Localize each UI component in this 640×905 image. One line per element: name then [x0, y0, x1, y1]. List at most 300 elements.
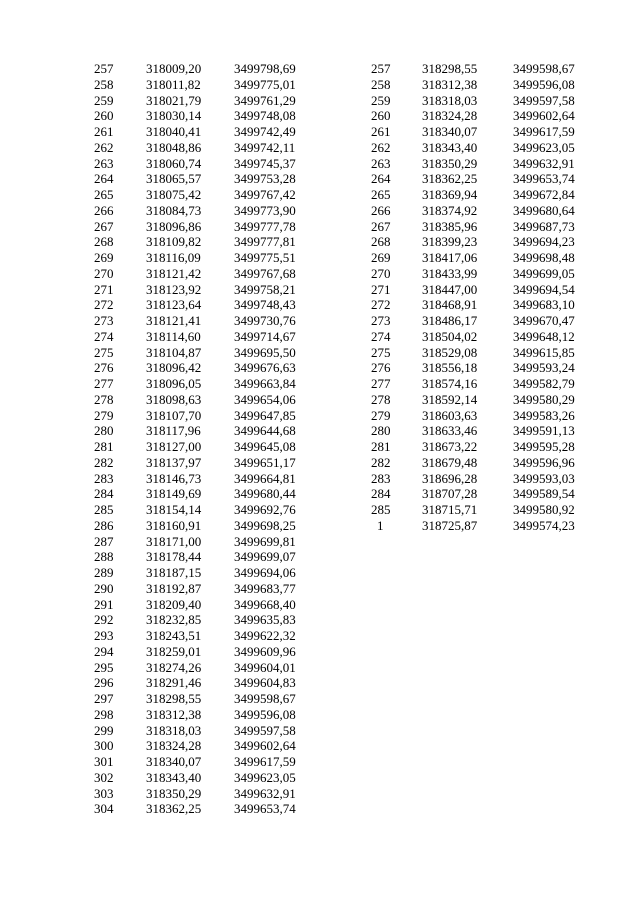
y-coordinate: 3499623,05 [234, 769, 296, 785]
table-row [94, 612, 324, 628]
point-number: 289 [94, 565, 114, 580]
point-number: 261 [94, 124, 114, 139]
x-coordinate: 318340,07 [422, 124, 478, 139]
y-coordinate: 3499742,11 [234, 139, 296, 155]
x-coordinate: 318673,22 [422, 439, 478, 454]
point-number: 281 [371, 439, 391, 454]
point-number: 277 [371, 376, 391, 391]
table-row [94, 187, 324, 203]
y-coordinate: 3499748,43 [234, 297, 296, 313]
x-coordinate: 318715,71 [422, 502, 478, 517]
table-row [371, 108, 603, 124]
table-row [94, 282, 324, 298]
x-coordinate: 318556,18 [422, 360, 478, 376]
x-coordinate: 318298,55 [422, 61, 478, 76]
table-row [94, 707, 324, 723]
table-row [371, 408, 603, 424]
x-coordinate: 318312,38 [146, 706, 202, 722]
point-number: 290 [94, 580, 114, 596]
point-number: 258 [94, 76, 114, 92]
point-number: 267 [94, 218, 114, 234]
table-row [94, 502, 324, 518]
y-coordinate: 3499596,96 [513, 454, 575, 470]
table-row [94, 171, 324, 187]
x-coordinate: 318696,28 [422, 470, 478, 486]
y-coordinate: 3499767,42 [234, 187, 296, 202]
y-coordinate: 3499730,76 [234, 313, 296, 328]
y-coordinate: 3499698,48 [513, 250, 575, 265]
x-coordinate: 318192,87 [146, 580, 202, 596]
table-row [94, 471, 324, 487]
point-number: 296 [94, 675, 114, 691]
table-row [94, 723, 324, 739]
point-number: 302 [94, 769, 114, 785]
y-coordinate: 3499583,26 [513, 407, 575, 423]
x-coordinate: 318075,42 [146, 187, 202, 202]
coordinates-table-left [94, 61, 324, 817]
x-coordinate: 318679,48 [422, 454, 478, 470]
point-number: 257 [371, 61, 391, 76]
x-coordinate: 318232,85 [146, 612, 202, 628]
y-coordinate: 3499591,13 [513, 423, 575, 439]
x-coordinate: 318065,57 [146, 171, 202, 187]
table-row [94, 439, 324, 455]
y-coordinate: 3499623,05 [513, 139, 575, 155]
y-coordinate: 3499761,29 [234, 92, 296, 108]
table-row [94, 534, 324, 550]
x-coordinate: 318243,51 [146, 628, 202, 643]
y-coordinate: 3499617,59 [234, 754, 296, 769]
y-coordinate: 3499582,79 [513, 376, 575, 391]
x-coordinate: 318154,14 [146, 502, 202, 517]
y-coordinate: 3499645,08 [234, 439, 296, 454]
point-number: 275 [94, 344, 114, 360]
point-number: 278 [371, 391, 391, 407]
y-coordinate: 3499604,01 [234, 659, 296, 675]
x-coordinate: 318274,26 [146, 659, 202, 675]
point-number: 259 [94, 92, 114, 108]
point-number: 292 [94, 612, 114, 628]
table-row [371, 297, 603, 313]
point-number: 1 [377, 517, 384, 533]
x-coordinate: 318486,17 [422, 313, 478, 328]
table-row [94, 345, 324, 361]
x-coordinate: 318160,91 [146, 517, 202, 533]
x-coordinate: 318117,96 [146, 423, 201, 439]
y-coordinate: 3499698,25 [234, 517, 296, 533]
table-row [94, 250, 324, 266]
table-row [371, 266, 603, 282]
x-coordinate: 318098,63 [146, 391, 202, 407]
table-row [94, 644, 324, 660]
table-row [371, 219, 603, 235]
table-row [94, 801, 324, 817]
point-number: 268 [94, 234, 114, 250]
y-coordinate: 3499589,54 [513, 486, 575, 502]
y-coordinate: 3499604,83 [234, 675, 296, 691]
point-number: 272 [94, 297, 114, 313]
y-coordinate: 3499648,12 [513, 328, 575, 344]
x-coordinate: 318146,73 [146, 470, 202, 486]
x-coordinate: 318340,07 [146, 754, 202, 769]
point-number: 266 [94, 202, 114, 218]
table-row [94, 297, 324, 313]
table-row [371, 282, 603, 298]
point-number: 299 [94, 722, 114, 738]
y-coordinate: 3499653,74 [513, 171, 575, 187]
x-coordinate: 318030,14 [146, 108, 202, 124]
y-coordinate: 3499598,67 [513, 61, 575, 76]
x-coordinate: 318324,28 [422, 108, 478, 124]
coordinates-table-right [371, 61, 603, 534]
x-coordinate: 318312,38 [422, 76, 478, 92]
point-number: 303 [94, 785, 114, 801]
y-coordinate: 3499668,40 [234, 596, 296, 612]
x-coordinate: 318107,70 [146, 407, 202, 423]
table-row [371, 423, 603, 439]
table-row [371, 140, 603, 156]
y-coordinate: 3499632,91 [513, 155, 575, 171]
x-coordinate: 318504,02 [422, 328, 478, 344]
point-number: 263 [94, 155, 114, 171]
x-coordinate: 318725,87 [422, 517, 478, 533]
table-row [371, 171, 603, 187]
point-number: 283 [371, 470, 391, 486]
x-coordinate: 318374,92 [422, 202, 478, 218]
x-coordinate: 318350,29 [146, 785, 202, 801]
table-row [94, 156, 324, 172]
point-number: 284 [371, 486, 391, 502]
y-coordinate: 3499680,44 [234, 486, 296, 502]
table-row [371, 392, 603, 408]
table-row [94, 108, 324, 124]
point-number: 258 [371, 76, 391, 92]
point-number: 271 [94, 281, 114, 297]
point-number: 260 [371, 108, 391, 124]
point-number: 286 [94, 517, 114, 533]
point-number: 301 [94, 754, 114, 769]
table-row [371, 345, 603, 361]
y-coordinate: 3499694,54 [513, 281, 575, 297]
point-number: 291 [94, 596, 114, 612]
x-coordinate: 318318,03 [146, 722, 202, 738]
table-row [94, 93, 324, 109]
x-coordinate: 318350,29 [422, 155, 478, 171]
x-coordinate: 318433,99 [422, 265, 478, 281]
y-coordinate: 3499615,85 [513, 344, 575, 360]
x-coordinate: 318259,01 [146, 643, 202, 659]
point-number: 276 [94, 360, 114, 376]
table-row [371, 455, 603, 471]
point-number: 293 [94, 628, 114, 643]
y-coordinate: 3499695,50 [234, 344, 296, 360]
point-number: 267 [371, 218, 391, 234]
table-row [371, 518, 603, 534]
table-row [94, 691, 324, 707]
y-coordinate: 3499683,10 [513, 297, 575, 313]
y-coordinate: 3499672,84 [513, 187, 575, 202]
point-number: 284 [94, 486, 114, 502]
y-coordinate: 3499609,96 [234, 643, 296, 659]
point-number: 280 [371, 423, 391, 439]
x-coordinate: 318040,41 [146, 124, 202, 139]
table-row [94, 675, 324, 691]
x-coordinate: 318529,08 [422, 344, 478, 360]
x-coordinate: 318343,40 [422, 139, 478, 155]
x-coordinate: 318121,42 [146, 265, 202, 281]
y-coordinate: 3499694,06 [234, 565, 296, 580]
point-number: 265 [94, 187, 114, 202]
point-number: 282 [371, 454, 391, 470]
table-row [94, 486, 324, 502]
y-coordinate: 3499699,81 [234, 533, 296, 549]
x-coordinate: 318149,69 [146, 486, 202, 502]
point-number: 268 [371, 234, 391, 250]
point-number: 276 [371, 360, 391, 376]
y-coordinate: 3499596,08 [234, 706, 296, 722]
table-row [94, 124, 324, 140]
point-number: 300 [94, 738, 114, 754]
y-coordinate: 3499775,01 [234, 76, 296, 92]
table-row [371, 93, 603, 109]
point-number: 272 [371, 297, 391, 313]
table-row [371, 486, 603, 502]
table-row [371, 203, 603, 219]
x-coordinate: 318343,40 [146, 769, 202, 785]
table-row [94, 597, 324, 613]
x-coordinate: 318324,28 [146, 738, 202, 754]
table-body-right [371, 61, 603, 534]
point-number: 263 [371, 155, 391, 171]
table-row [94, 140, 324, 156]
y-coordinate: 3499670,47 [513, 313, 575, 328]
point-number: 273 [94, 313, 114, 328]
x-coordinate: 318009,20 [146, 61, 202, 76]
x-coordinate: 318116,09 [146, 250, 201, 265]
y-coordinate: 3499767,68 [234, 265, 296, 281]
x-coordinate: 318209,40 [146, 596, 202, 612]
x-coordinate: 318417,06 [422, 250, 478, 265]
table-row [94, 455, 324, 471]
x-coordinate: 318096,05 [146, 376, 202, 391]
point-number: 285 [94, 502, 114, 517]
y-coordinate: 3499597,58 [234, 722, 296, 738]
table-row [94, 313, 324, 329]
point-number: 260 [94, 108, 114, 124]
table-row [94, 423, 324, 439]
y-coordinate: 3499602,64 [513, 108, 575, 124]
y-coordinate: 3499632,91 [234, 785, 296, 801]
table-row [94, 392, 324, 408]
table-row [94, 266, 324, 282]
y-coordinate: 3499647,85 [234, 407, 296, 423]
point-number: 262 [94, 139, 114, 155]
table-row [94, 518, 324, 534]
x-coordinate: 318123,64 [146, 297, 202, 313]
x-coordinate: 318121,41 [146, 313, 202, 328]
x-coordinate: 318592,14 [422, 391, 478, 407]
x-coordinate: 318171,00 [146, 533, 202, 549]
y-coordinate: 3499758,21 [234, 281, 296, 297]
table-row [94, 628, 324, 644]
point-number: 281 [94, 439, 114, 454]
table-row [371, 250, 603, 266]
point-number: 262 [371, 139, 391, 155]
y-coordinate: 3499692,76 [234, 502, 296, 517]
table-row [94, 77, 324, 93]
point-number: 278 [94, 391, 114, 407]
table-row [371, 360, 603, 376]
y-coordinate: 3499654,06 [234, 391, 296, 407]
point-number: 269 [371, 250, 391, 265]
point-number: 274 [94, 328, 114, 344]
point-number: 261 [371, 124, 391, 139]
x-coordinate: 318114,60 [146, 328, 201, 344]
y-coordinate: 3499617,59 [513, 124, 575, 139]
table-row [371, 77, 603, 93]
y-coordinate: 3499598,67 [234, 691, 296, 706]
x-coordinate: 318298,55 [146, 691, 202, 706]
x-coordinate: 318707,28 [422, 486, 478, 502]
x-coordinate: 318123,92 [146, 281, 202, 297]
y-coordinate: 3499580,92 [513, 502, 575, 517]
table-row [371, 156, 603, 172]
x-coordinate: 318399,23 [422, 234, 478, 250]
table-row [94, 203, 324, 219]
x-coordinate: 318096,42 [146, 360, 202, 376]
point-number: 269 [94, 250, 114, 265]
table-row [94, 770, 324, 786]
point-number: 275 [371, 344, 391, 360]
x-coordinate: 318468,91 [422, 297, 478, 313]
point-number: 283 [94, 470, 114, 486]
x-coordinate: 318048,86 [146, 139, 202, 155]
point-number: 294 [94, 643, 114, 659]
x-coordinate: 318187,15 [146, 565, 202, 580]
y-coordinate: 3499687,73 [513, 218, 575, 234]
table-row [94, 754, 324, 770]
table-row [371, 329, 603, 345]
table-row [371, 124, 603, 140]
point-number: 295 [94, 659, 114, 675]
point-number: 304 [94, 801, 114, 817]
y-coordinate: 3499663,84 [234, 376, 296, 391]
point-number: 279 [94, 407, 114, 423]
table-row [94, 408, 324, 424]
y-coordinate: 3499664,81 [234, 470, 296, 486]
y-coordinate: 3499596,08 [513, 76, 575, 92]
y-coordinate: 3499676,63 [234, 360, 296, 376]
point-number: 259 [371, 92, 391, 108]
x-coordinate: 318603,63 [422, 407, 478, 423]
table-row [371, 376, 603, 392]
y-coordinate: 3499597,58 [513, 92, 575, 108]
table-row [94, 360, 324, 376]
point-number: 280 [94, 423, 114, 439]
x-coordinate: 318021,79 [146, 92, 202, 108]
y-coordinate: 3499680,64 [513, 202, 575, 218]
table-row [94, 376, 324, 392]
y-coordinate: 3499602,64 [234, 738, 296, 754]
y-coordinate: 3499748,08 [234, 108, 296, 124]
table-row [94, 61, 324, 77]
y-coordinate: 3499593,03 [513, 470, 575, 486]
point-number: 273 [371, 313, 391, 328]
x-coordinate: 318011,82 [146, 76, 201, 92]
point-number: 279 [371, 407, 391, 423]
table-row [371, 313, 603, 329]
y-coordinate: 3499694,23 [513, 234, 575, 250]
y-coordinate: 3499651,17 [234, 454, 296, 470]
x-coordinate: 318084,73 [146, 202, 202, 218]
point-number: 265 [371, 187, 391, 202]
y-coordinate: 3499699,05 [513, 265, 575, 281]
point-number: 257 [94, 61, 114, 76]
x-coordinate: 318137,97 [146, 454, 202, 470]
table-row [94, 565, 324, 581]
point-number: 285 [371, 502, 391, 517]
table-row [94, 786, 324, 802]
x-coordinate: 318109,82 [146, 234, 202, 250]
y-coordinate: 3499773,90 [234, 202, 296, 218]
table-row [371, 439, 603, 455]
y-coordinate: 3499653,74 [234, 801, 296, 817]
point-number: 264 [371, 171, 391, 187]
point-number: 288 [94, 549, 114, 565]
table-row [371, 471, 603, 487]
table-row [94, 219, 324, 235]
y-coordinate: 3499777,81 [234, 234, 296, 250]
point-number: 271 [371, 281, 391, 297]
x-coordinate: 318291,46 [146, 675, 202, 691]
y-coordinate: 3499574,23 [513, 517, 575, 533]
table-row [94, 581, 324, 597]
table-row [94, 549, 324, 565]
table-row [94, 234, 324, 250]
table-row [94, 660, 324, 676]
point-number: 277 [94, 376, 114, 391]
y-coordinate: 3499699,07 [234, 549, 296, 565]
point-number: 264 [94, 171, 114, 187]
y-coordinate: 3499622,32 [234, 628, 296, 643]
y-coordinate: 3499683,77 [234, 580, 296, 596]
x-coordinate: 318385,96 [422, 218, 478, 234]
point-number: 274 [371, 328, 391, 344]
table-row [94, 738, 324, 754]
table-row [371, 502, 603, 518]
y-coordinate: 3499580,29 [513, 391, 575, 407]
x-coordinate: 318060,74 [146, 155, 202, 171]
y-coordinate: 3499644,68 [234, 423, 296, 439]
y-coordinate: 3499714,67 [234, 328, 296, 344]
x-coordinate: 318127,00 [146, 439, 202, 454]
y-coordinate: 3499595,28 [513, 439, 575, 454]
y-coordinate: 3499753,28 [234, 171, 296, 187]
y-coordinate: 3499775,51 [234, 250, 296, 265]
table-row [371, 61, 603, 77]
y-coordinate: 3499777,78 [234, 218, 296, 234]
y-coordinate: 3499742,49 [234, 124, 296, 139]
table-row [371, 187, 603, 203]
x-coordinate: 318104,87 [146, 344, 202, 360]
y-coordinate: 3499635,83 [234, 612, 296, 628]
point-number: 270 [94, 265, 114, 281]
table-row [371, 234, 603, 250]
y-coordinate: 3499798,69 [234, 61, 296, 76]
y-coordinate: 3499593,24 [513, 360, 575, 376]
x-coordinate: 318447,00 [422, 281, 478, 297]
point-number: 287 [94, 533, 114, 549]
